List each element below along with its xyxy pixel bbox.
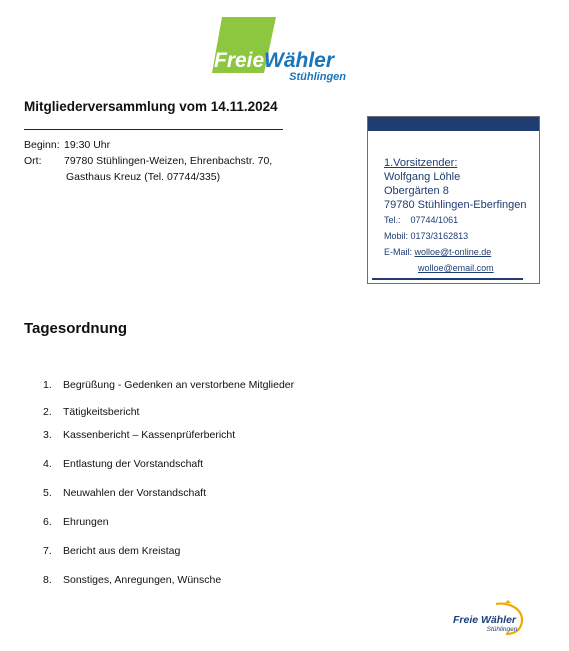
begin-value: 19:30 Uhr	[64, 139, 111, 151]
mobil-label: Mobil:	[384, 231, 409, 241]
email-link-2[interactable]: wolloe@email.com	[418, 263, 494, 273]
title-divider	[24, 129, 283, 130]
agenda-item-number: 1.	[43, 379, 52, 391]
agenda-item-number: 5.	[43, 487, 52, 499]
agenda-item-number: 3.	[43, 429, 52, 441]
footer-logo	[452, 600, 526, 636]
footer-logo-subline: Stühlingen	[486, 626, 518, 633]
agenda-heading: Tagesordnung	[24, 320, 128, 337]
contact-tel-row	[384, 212, 527, 228]
place-row	[24, 153, 272, 169]
agenda-item	[43, 574, 221, 586]
footer-logo-graphic	[452, 600, 526, 636]
place-label: Ort:	[24, 155, 42, 167]
email-link-1[interactable]: wolloe@t-online.de	[414, 247, 492, 257]
agenda-item-text: Ehrungen	[63, 516, 109, 528]
contact-mobil-row	[384, 228, 527, 244]
tel-value: 07744/1061	[410, 215, 459, 225]
mobil-value: 0173/3162813	[410, 231, 469, 241]
contact-email-row	[384, 244, 527, 260]
contact-box-bottom-bar	[372, 278, 523, 280]
place-value-line2: Gasthaus Kreuz (Tel. 07744/335)	[66, 171, 221, 183]
agenda-item	[43, 458, 203, 470]
tel-label: Tel.:	[384, 215, 401, 225]
logo-brand-line1: Freie	[214, 49, 265, 72]
contact-street: Obergärten 8	[384, 185, 449, 197]
logo-subline: Stühlingen	[289, 71, 346, 83]
logo-brand-line2: Wähler	[264, 49, 335, 72]
page-title: Mitgliederversammlung vom 14.11.2024	[24, 99, 278, 114]
begin-label: Beginn:	[24, 139, 60, 151]
agenda-item	[43, 545, 180, 557]
agenda-item-number: 4.	[43, 458, 52, 470]
contact-email-row-2	[384, 260, 527, 276]
agenda-item-text: Sonstiges, Anregungen, Wünsche	[63, 574, 222, 586]
contact-role: 1.Vorsitzender:	[384, 157, 458, 169]
freie-waehler-logo	[212, 17, 348, 85]
agenda-item	[43, 516, 109, 528]
footer-logo-brand: Freie Wähler	[453, 614, 517, 626]
contact-details	[384, 156, 527, 276]
meeting-info	[24, 137, 272, 185]
logo-graphic	[212, 17, 348, 85]
agenda-item-number: 8.	[43, 574, 52, 586]
contact-box	[367, 116, 540, 284]
agenda-item-text: Begrüßung - Gedenken an verstorbene Mitglieder	[63, 379, 295, 391]
agenda-item	[43, 487, 206, 499]
contact-name: Wolfgang Löhle	[384, 171, 461, 183]
agenda-item	[43, 406, 139, 418]
contact-box-header-bar	[368, 117, 539, 131]
agenda-item-number: 6.	[43, 516, 52, 528]
contact-city: 79780 Stühlingen-Eberfingen	[384, 199, 527, 211]
agenda-item	[43, 429, 235, 441]
agenda-item-text: Tätigkeitsbericht	[63, 406, 140, 418]
agenda-item-text: Neuwahlen der Vorstandschaft	[63, 487, 207, 499]
agenda-item-text: Entlastung der Vorstandschaft	[63, 458, 204, 470]
begin-row	[24, 137, 272, 153]
agenda-item-number: 7.	[43, 545, 52, 557]
agenda-item-text: Bericht aus dem Kreistag	[63, 545, 181, 557]
agenda-item	[43, 379, 294, 391]
agenda-item-text: Kassenbericht – Kassenprüferbericht	[63, 429, 236, 441]
agenda-item-number: 2.	[43, 406, 52, 418]
place-value-line1: 79780 Stühlingen-Weizen, Ehrenbachstr. 70,	[64, 155, 273, 167]
email-label: E-Mail:	[384, 247, 413, 257]
